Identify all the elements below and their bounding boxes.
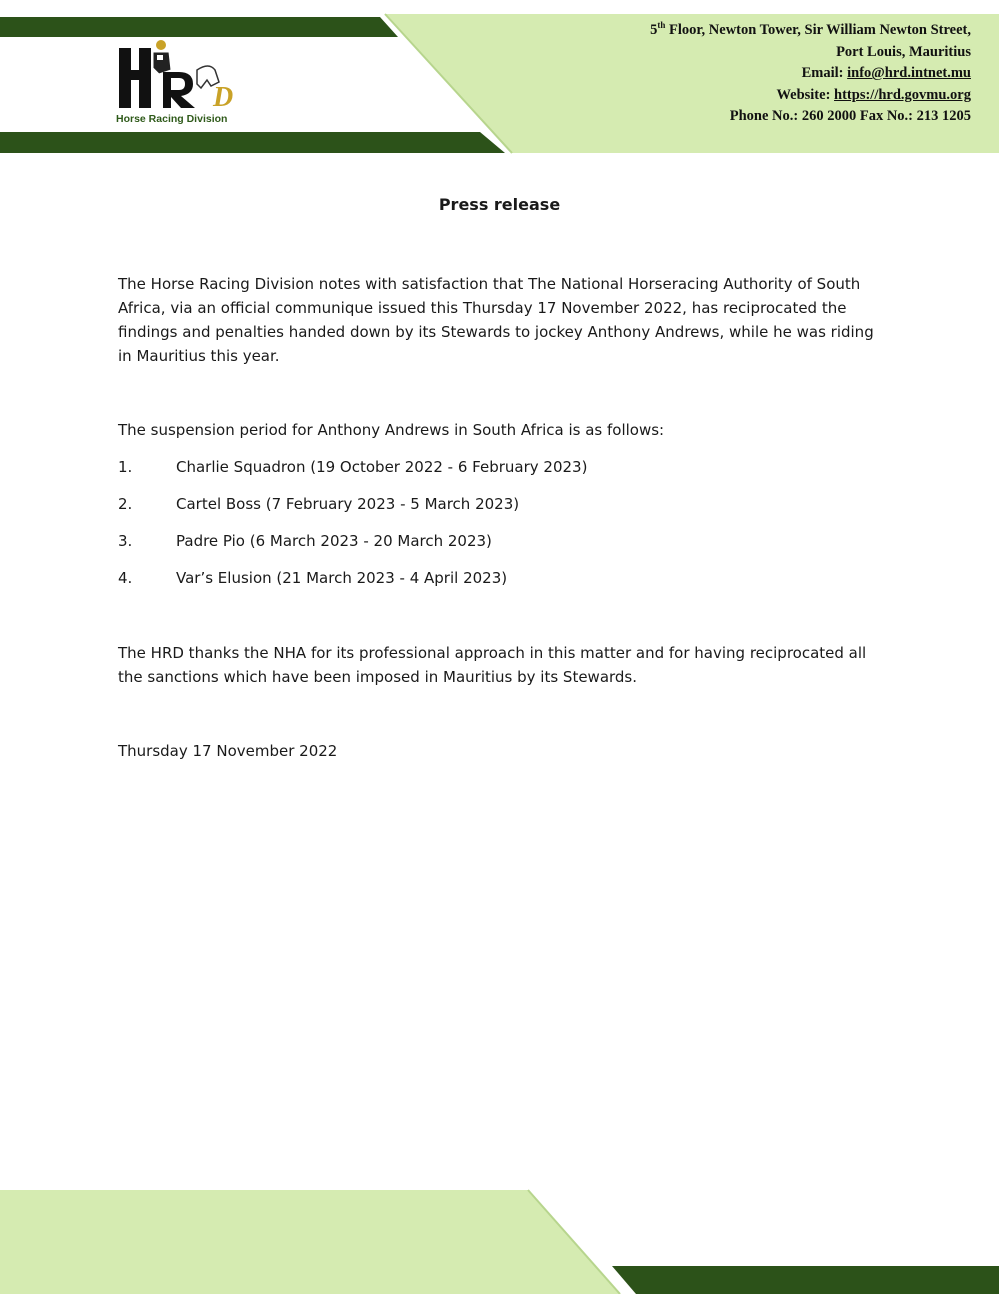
footer-dark-band	[612, 1266, 999, 1294]
list-item: 2. Cartel Boss (7 February 2023 - 5 March 2023)	[118, 495, 520, 513]
paragraph-suspension-intro: The suspension period for Anthony Andrews in South Africa is as follows:	[118, 421, 665, 439]
document-date: Thursday 17 November 2022	[118, 742, 338, 760]
list-item: 3. Padre Pio (6 March 2023 - 20 March 2023)	[118, 532, 492, 550]
address-line-1: 5th Floor, Newton Tower, Sir William Newton Street,	[650, 20, 971, 38]
list-item: 4. Var’s Elusion (21 March 2023 - 4 April 2023)	[118, 569, 508, 587]
paragraph-intro: The Horse Racing Division notes with satisfaction that The National Horseracing Authority of South Africa, via an official communique issued this Thursday 17 November 2022, has reciprocated the findings and penalties handed down by its Stewards to jockey Anthony Andrews, while he was riding in Mauritius this year.	[118, 275, 874, 365]
footer-banner	[0, 1180, 999, 1294]
logo-caption: Horse Racing Division	[116, 113, 228, 125]
address-line-2: Port Louis, Mauritius	[836, 43, 971, 60]
jockey-icon	[156, 40, 166, 50]
svg-text:D: D	[213, 82, 234, 113]
email-link[interactable]: info@hrd.intnet.mu	[847, 65, 971, 81]
header-dark-band-bottom	[0, 132, 505, 153]
address-block	[451, 20, 971, 128]
website-link[interactable]: https://hrd.govmu.org	[834, 86, 971, 103]
paragraph-thanks: The HRD thanks the NHA for its professional approach in this matter and for having reciprocated all the sanctions which have been imposed in Mauritius by its Stewards.	[118, 644, 867, 686]
website-line: Website: https://hrd.govmu.org	[776, 86, 971, 103]
phone-fax-line: Phone No.: 260 2000 Fax No.: 213 1205	[729, 108, 971, 124]
email-line: Email: info@hrd.intnet.mu	[801, 65, 971, 81]
page-title: Press release	[438, 195, 561, 214]
header-dark-band-top	[0, 17, 398, 37]
footer-light-panel	[0, 1190, 620, 1294]
list-item: 1. Charlie Squadron (19 October 2022 - 6 February 2023)	[118, 458, 588, 476]
